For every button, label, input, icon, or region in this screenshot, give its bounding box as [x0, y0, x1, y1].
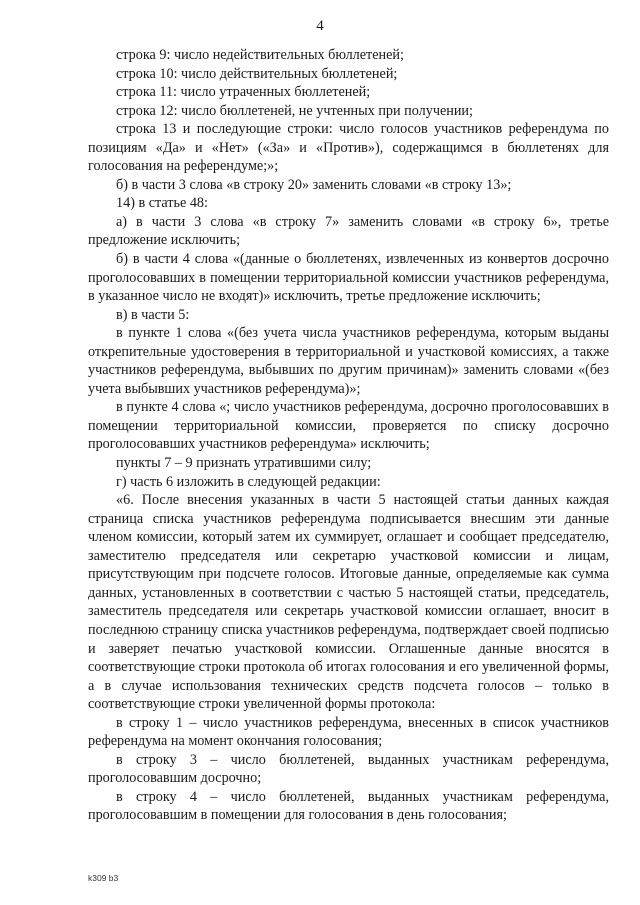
paragraph: б) в части 4 слова «(данные о бюллетенях, извлеченных из конвертов досрочно проголосовавших в помещении территориальной комиссии участников референдума, в указанное число не входят)» исключить, третье предложение исключить;	[88, 251, 609, 305]
paragraph: г) часть 6 изложить в следующей редакции:	[116, 473, 381, 490]
paragraph: «6. После внесения указанных в части 5 настоящей статьи данных каждая страница списка участников референдума подписывается внесшим эти данные членом комиссии, который затем их суммирует, оглашает и сообщает председателю, заместителю председателя или секретарю участковой комиссии и лицам, присутствующим при подсчете голосов. Итоговые данные, определяемые как сумма данных, установленных в соответствии с частью 5 настоящей статьи, председатель, заместитель председателя или секретарь участковой комиссии оглашает, вносит в последнюю страницу списка участников референдума, подтверждает своей подписью и заверяет печатью участковой комиссии. Оглашенные данные вносятся в соответствующие строки протокола об итогах голосования и его увеличенной формы, а в случае использования технических средств подсчета голосов – только в соответствующие строки увеличенной формы протокола:	[88, 492, 609, 713]
paragraph: в пункте 4 слова «; число участников референдума, досрочно проголосовавших в помещении территориальной комиссии, проверяется по списку досрочно проголосовавших участников референдума» исключить;	[88, 399, 609, 453]
paragraph: в пункте 1 слова «(без учета числа участников референдума, которым выданы открепительные удостоверения в территориальной и участковой комиссиях, а также участников референдума, выбывших по другим причинам)» заменить словами «(без учета выбывших участников референдума)»;	[88, 325, 609, 397]
paragraph: в строку 4 – число бюллетеней, выданных участникам референдума, проголосовавшим в помещении для голосования в день голосования;	[88, 788, 609, 824]
paragraph: в) в части 5:	[116, 306, 190, 323]
paragraph: строка 10: число действительных бюллетеней;	[116, 65, 398, 82]
document-body	[88, 46, 609, 825]
paragraph: строка 9: число недействительных бюллетеней;	[116, 47, 404, 63]
paragraph: пункты 7 – 9 признать утратившими силу;	[116, 455, 372, 472]
paragraph: строка 12: число бюллетеней, не учтенных при получении;	[116, 102, 473, 119]
paragraph: а) в части 3 слова «в строку 7» заменить словами «в строку 6», третье предложение исключить;	[88, 213, 609, 249]
paragraph: строка 11: число утраченных бюллетеней;	[116, 84, 371, 101]
paragraph: строка 13 и последующие строки: число голосов участников референдума по позициям «Да» и «Нет» («За» и «Против»), содержащимся в бюллетенях для голосования на референдуме;»;	[88, 121, 609, 175]
paragraph: в строку 3 – число бюллетеней, выданных участникам референдума, проголосовавшим досрочно;	[88, 751, 609, 787]
paragraph: б) в части 3 слова «в строку 20» заменить словами «в строку 13»;	[116, 176, 512, 193]
page-number: 4	[316, 18, 324, 34]
paragraph: 14) в статье 48:	[116, 195, 208, 212]
footer-code: k309 b3	[88, 873, 119, 883]
paragraph: в строку 1 – число участников референдума, внесенных в список участников референдума на момент окончания голосования;	[88, 714, 609, 750]
